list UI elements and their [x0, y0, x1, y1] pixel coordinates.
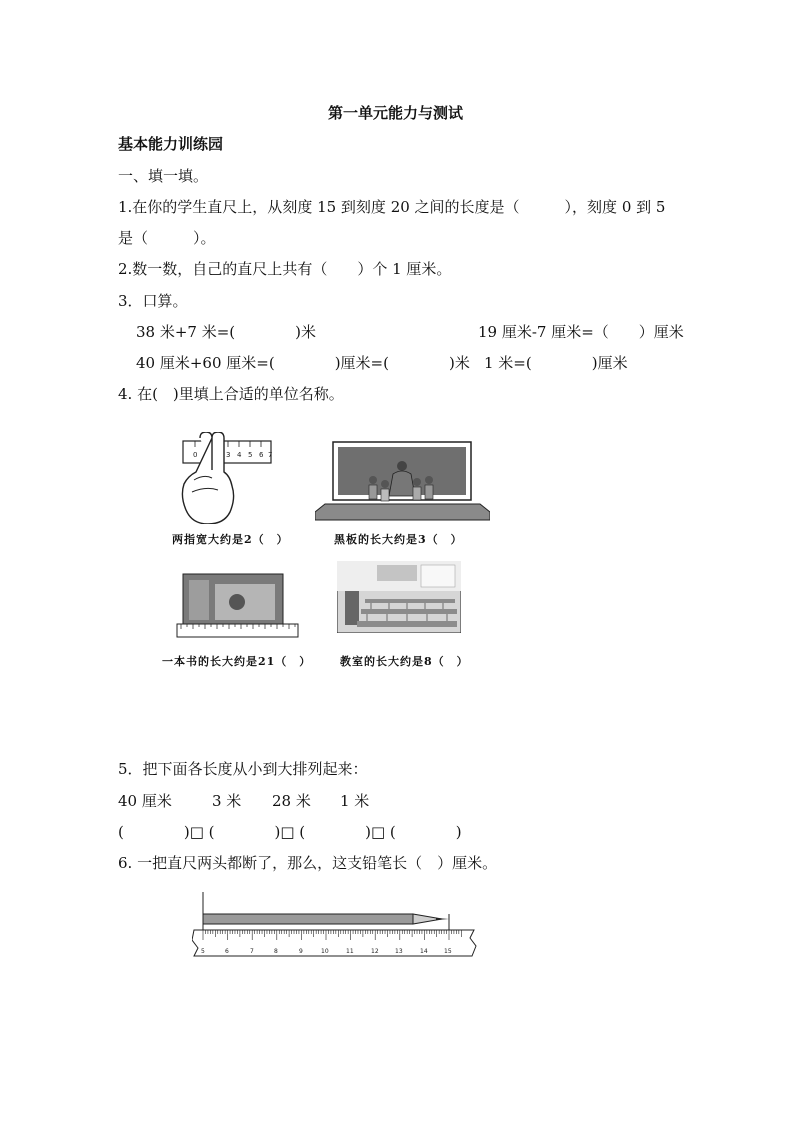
- length-item: 40 厘米: [118, 792, 172, 810]
- ruler-digit: 0: [193, 451, 198, 459]
- ruler-digit: 7: [268, 451, 273, 459]
- ruler-digit: 4: [237, 451, 242, 459]
- question-2: 2.数一数，自己的直尺上共有（ ）个 1 厘米。: [118, 260, 452, 278]
- pencil-icon: [203, 914, 449, 924]
- question-4-title: 4. 在( )里填上合适的单位名称。: [118, 385, 344, 403]
- section-heading: 基本能力训练园: [118, 135, 224, 153]
- length-item: 1 米: [340, 792, 370, 810]
- ruler-label: 6: [225, 948, 229, 955]
- ruler-label: 12: [371, 948, 379, 955]
- question-6-title: 6. 一把直尺两头都断了，那么，这支铅笔长（ ）厘米。: [118, 854, 498, 872]
- caption-fingers: 两指宽大约是2（ ）: [172, 533, 289, 546]
- page-title: 第一单元能力与测试: [328, 104, 464, 122]
- question-3-title: 3．口算。: [118, 292, 188, 310]
- caption-blackboard: 黑板的长大约是3（ ）: [334, 533, 463, 546]
- question-1-line-1: 1.在你的学生直尺上，从刻度 15 到刻度 20 之间的长度是（ ），刻度 0 到 5: [118, 198, 666, 216]
- ruler-digit: 5: [248, 451, 253, 459]
- ruler-label: 14: [420, 948, 428, 955]
- length-item: 3 米: [212, 792, 242, 810]
- book-ruler-picture: [175, 572, 300, 640]
- ruler-label: 7: [250, 948, 254, 955]
- ruler-icon: [192, 930, 476, 956]
- ordering-blanks: ( )□ ( )□ ( )□ ( ): [118, 823, 462, 841]
- classroom-icon: [345, 591, 359, 625]
- ruler-label: 15: [444, 948, 452, 955]
- ruler-label: 11: [346, 948, 354, 955]
- question-3-item-d: 1 米=( )厘米: [484, 354, 628, 372]
- question-3-item-a: 38 米+7 米=( )米: [136, 323, 317, 341]
- question-5-title: 5．把下面各长度从小到大排列起来：: [118, 760, 368, 778]
- question-3-item-b: 19 厘米-7 厘米=（ ）厘米: [478, 323, 684, 341]
- caption-book: 一本书的长大约是21（ ）: [162, 655, 312, 668]
- blackboard-picture: [315, 440, 490, 526]
- ruler-label: 9: [299, 948, 303, 955]
- ruler-label: 13: [395, 948, 403, 955]
- question-1-line-2: 是（ ）。: [118, 229, 216, 247]
- question-3-item-c: 40 厘米+60 厘米=( )厘米=( )米: [136, 354, 470, 372]
- ruler-label: 5: [201, 948, 205, 955]
- classroom-picture: [337, 561, 461, 633]
- broken-ruler-picture: [192, 890, 484, 962]
- finger-ruler-picture: [180, 432, 280, 524]
- ruler-digit: 6: [259, 451, 264, 459]
- part-heading: 一、填一填。: [118, 167, 209, 185]
- ruler-label: 10: [321, 948, 329, 955]
- caption-classroom: 教室的长大约是8（ ）: [340, 655, 469, 668]
- ruler-label: 8: [274, 948, 278, 955]
- ruler-digit: 3: [226, 451, 231, 459]
- length-item: 28 米: [272, 792, 311, 810]
- ruler-icon: [177, 624, 298, 637]
